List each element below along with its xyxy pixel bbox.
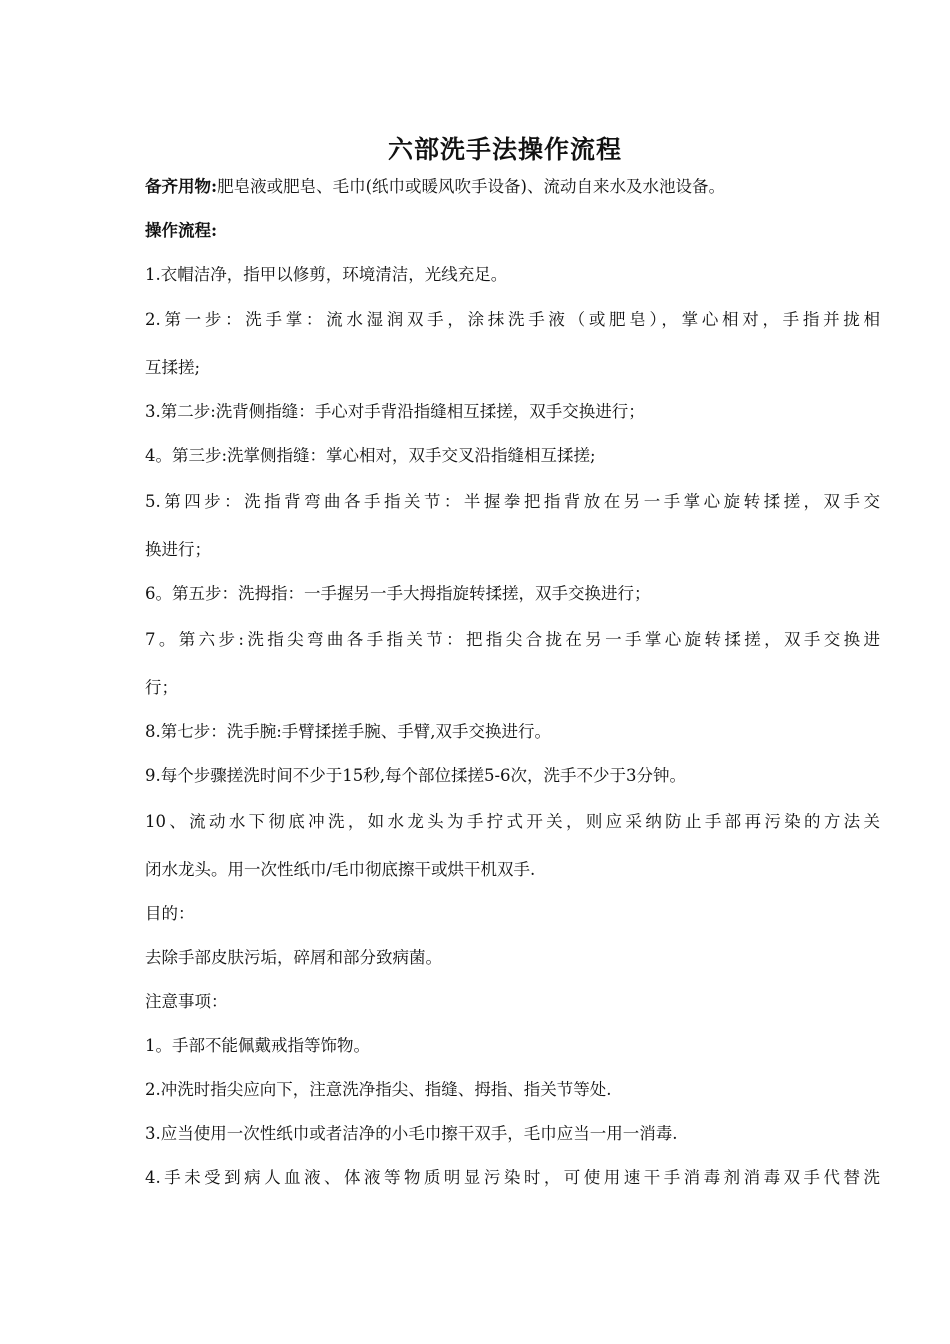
- note-item: 4.手未受到病人血液、体液等物质明显污染时，可使用速干手消毒剂消毒双手代替洗: [145, 1168, 880, 1187]
- procedure-step-continuation: 互揉搓;: [145, 358, 201, 377]
- procedure-step: 2.第一步：洗手掌：流水湿润双手，涂抹洗手液（或肥皂），掌心相对，手指并拢相: [145, 310, 880, 329]
- procedure-step: 1.衣帽洁净，指甲以修剪，环境清洁，光线充足。: [145, 265, 508, 284]
- procedure-step-continuation: 换进行；: [145, 540, 211, 559]
- procedure-step: 10、流动水下彻底冲洗，如水龙头为手拧式开关，则应采纳防止手部再污染的方法关: [145, 812, 880, 831]
- procedure-step: 7。第六步:洗指尖弯曲各手指关节：把指尖合拢在另一手掌心旋转揉搓，双手交换进: [145, 630, 880, 649]
- purpose-heading: 目的：: [145, 904, 195, 923]
- document-title: 六部洗手法操作流程: [387, 135, 622, 164]
- procedure-step: 9.每个步骤搓洗时间不少于15秒,每个部位揉搓5-6次，洗手不少于3分钟。: [145, 766, 687, 785]
- note-item: 3.应当使用一次性纸巾或者洁净的小毛巾擦干双手，毛巾应当一用一消毒.: [145, 1124, 678, 1143]
- procedure-step: 5.第四步：洗指背弯曲各手指关节：半握拳把指背放在另一手掌心旋转揉搓，双手交: [145, 492, 880, 511]
- procedure-step: 4。第三步:洗掌侧指缝：掌心相对，双手交叉沿指缝相互揉搓;: [145, 446, 596, 465]
- note-item: 2.冲洗时指尖应向下，注意洗净指尖、指缝、拇指、指关节等处.: [145, 1080, 612, 1099]
- procedure-step: 3.第二步:洗背侧指缝：手心对手背沿指缝相互揉搓，双手交换进行；: [145, 402, 645, 421]
- note-item: 1。手部不能佩戴戒指等饰物。: [145, 1036, 370, 1055]
- procedure-step: 8.第七步：洗手腕:手臂揉搓手腕、手臂,双手交换进行。: [145, 722, 552, 741]
- supplies-label: 备齐用物:: [145, 177, 218, 196]
- notes-heading: 注意事项：: [145, 992, 228, 1011]
- supplies-line: [145, 175, 880, 199]
- procedure-step-continuation: 闭水龙头。用一次性纸巾/毛巾彻底擦干或烘干机双手.: [145, 860, 536, 879]
- procedure-step: 6。第五步：洗拇指：一手握另一手大拇指旋转揉搓，双手交换进行；: [145, 584, 651, 603]
- purpose-text: 去除手部皮肤污垢，碎屑和部分致病菌。: [145, 948, 442, 967]
- procedure-heading: 操作流程:: [145, 221, 218, 240]
- supplies-text: 肥皂液或肥皂、毛巾(纸巾或暖风吹手设备)、流动自来水及水池设备。: [217, 177, 725, 196]
- procedure-step-continuation: 行；: [145, 678, 178, 697]
